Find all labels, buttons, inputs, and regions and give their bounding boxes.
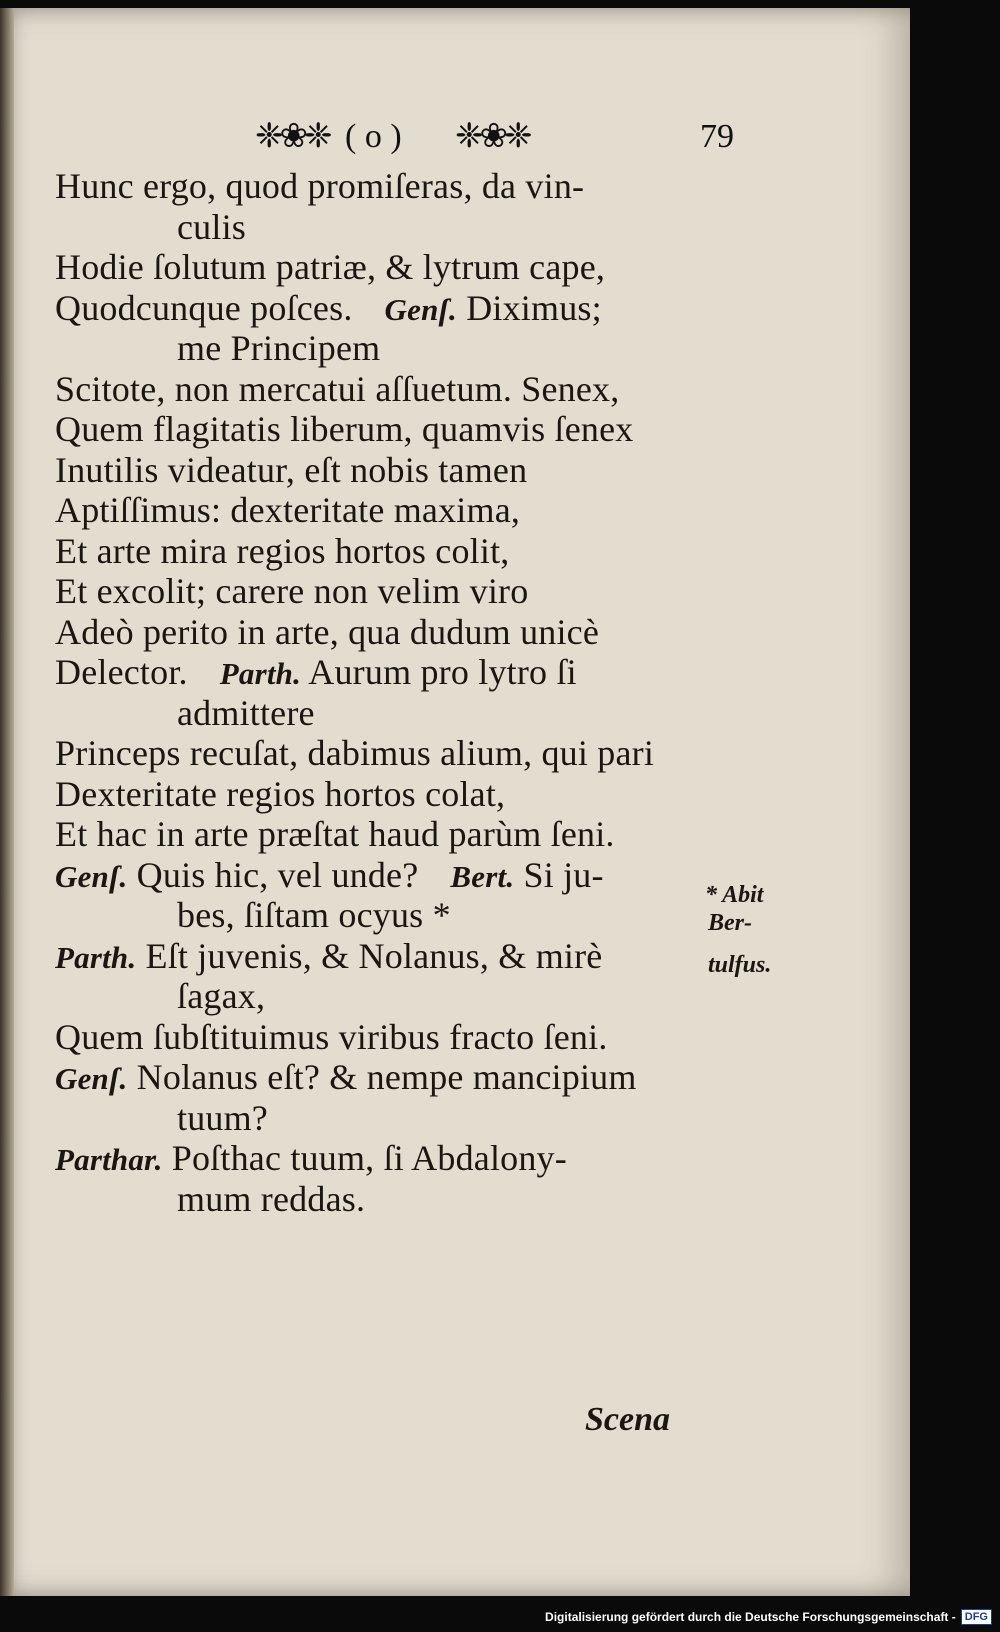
signature-mark: ( o ): [345, 118, 402, 155]
margin-note-line-1: * Abit: [705, 882, 764, 908]
line-text: Quodcunque poſces.: [55, 287, 353, 328]
line-text: culis: [177, 206, 246, 247]
line-text: Hunc ergo, quod promiſeras, da vin-: [55, 166, 585, 206]
text-line: [55, 571, 755, 612]
running-header: [255, 116, 755, 161]
text-line: [55, 1057, 755, 1098]
line-text: Hodie ſolutum patriæ, & lytrum cape,: [55, 247, 606, 287]
line-text: Et arte mira regios hortos colit,: [55, 530, 510, 571]
text-line: [55, 207, 755, 248]
text-line: [55, 531, 755, 572]
text-line: [55, 733, 755, 774]
text-line: [55, 774, 755, 815]
line-text: Adeò perito in arte, qua dudum unicè: [55, 611, 600, 652]
text-line: [55, 936, 755, 977]
line-text: Poſthac tuum, ſi Abdalony-: [171, 1138, 567, 1178]
text-line: [55, 1138, 755, 1179]
line-text: Quem ſubſtituimus viribus fracto ſeni.: [55, 1016, 608, 1057]
ornament-right: ❈❀❈: [455, 118, 529, 155]
text-line: [55, 450, 755, 491]
text-line: [55, 288, 755, 329]
line-text: Quis hic, vel unde?: [136, 854, 419, 895]
line-text: Inutilis videatur, eſt nobis tamen: [55, 449, 528, 490]
line-text: Aptiſſimus: dexteritate maxima,: [55, 490, 521, 530]
text-line: [55, 328, 755, 369]
digitization-footer: [545, 1608, 992, 1626]
text-line: [55, 409, 755, 450]
line-text: Scitote, non mercatui aſſuetum. Senex,: [55, 368, 620, 409]
text-line: [55, 247, 755, 288]
catchword: Scena: [585, 1401, 670, 1438]
text-line: [55, 652, 755, 693]
text-line: [55, 1017, 755, 1058]
line-text-continued: Diximus;: [466, 287, 602, 328]
line-text: Princeps recuſat, dabimus alium, qui pari: [55, 733, 655, 773]
line-text: Quem flagitatis liberum, quamvis ſenex: [55, 409, 634, 449]
text-line: [55, 855, 755, 896]
margin-note-line-2: Ber-: [708, 910, 752, 936]
line-text: tuum?: [177, 1097, 268, 1138]
line-text: ſagax,: [177, 976, 266, 1016]
text-block: [55, 166, 755, 1219]
speaker-label: Genſ.: [55, 1061, 128, 1096]
line-text-continued: Si ju-: [523, 854, 604, 895]
line-text: Dexteritate regios hortos colat,: [55, 773, 506, 814]
text-line: [55, 693, 755, 734]
dfg-logo: DFG: [961, 1609, 992, 1625]
text-line: [55, 369, 755, 410]
text-line: [55, 612, 755, 653]
page-gutter: [0, 8, 14, 1596]
line-text: Et excolit; carere non velim viro: [55, 571, 529, 611]
text-line: [55, 976, 755, 1017]
margin-note-line-3: tulfus.: [708, 952, 772, 978]
book-page: [0, 8, 910, 1596]
line-text: me Principem: [177, 328, 381, 368]
line-text: Delector.: [55, 652, 188, 692]
speaker-label: Parth.: [219, 656, 302, 691]
text-line: [55, 166, 755, 207]
speaker-label: Genſ.: [384, 291, 457, 327]
line-text: admittere: [177, 692, 315, 733]
speaker-label: Bert.: [450, 858, 515, 894]
speaker-label: Parth.: [55, 939, 137, 975]
line-text: Nolanus eſt? & nempe mancipium: [136, 1057, 637, 1097]
footer-text: Digitalisierung gefördert durch die Deutsche Forschungsgemeinschaft -: [545, 1610, 956, 1624]
text-line: [55, 814, 755, 855]
text-line: [55, 1098, 755, 1139]
text-line: [55, 895, 755, 936]
page-number: 79: [700, 118, 734, 155]
speaker-label: Genſ.: [55, 858, 128, 894]
line-text: Eſt juvenis, & Nolanus, & mirè: [145, 935, 603, 976]
line-text: bes, ſiſtam ocyus *: [177, 895, 451, 935]
text-line: [55, 1179, 755, 1220]
text-line: [55, 490, 755, 531]
line-text: mum reddas.: [177, 1178, 366, 1219]
line-text-continued: Aurum pro lytro ſi: [308, 652, 577, 692]
line-text: Et hac in arte præſtat haud parùm ſeni.: [55, 814, 615, 854]
speaker-label: Parthar.: [55, 1142, 163, 1177]
ornament-left: ❈❀❈: [255, 118, 329, 155]
